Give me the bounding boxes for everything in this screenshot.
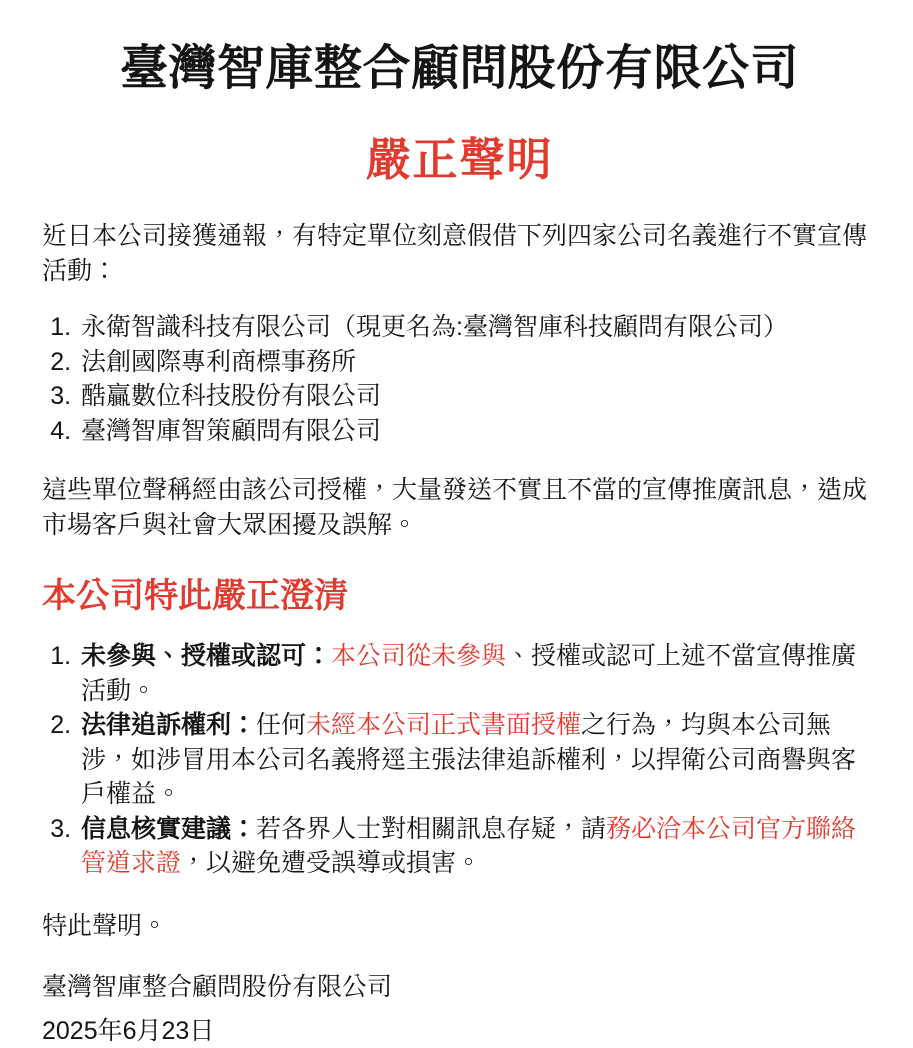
company-title: 臺灣智庫整合顧問股份有限公司	[119, 42, 799, 95]
point-rest-text: ，以避免遭受誤導或損害。	[181, 849, 482, 878]
intro-paragraph: 近日本公司接獲通報，有特定單位刻意假借下列四家公司名義進行不實宣傳活動：	[42, 222, 868, 285]
point-pre-text: 若各界人士對相關訊息存疑，請	[256, 814, 607, 843]
impersonated-company-item-2: 2. 法創國際專利商標事務所	[78, 345, 877, 380]
impersonated-company-item-4: 4. 臺灣智庫智策顧問有限公司	[78, 414, 877, 449]
signature-company: 臺灣智庫整合顧問股份有限公司	[42, 973, 393, 1002]
point-highlight-text: 務必洽本公司官方聯絡管道求證	[81, 814, 857, 878]
point-rest-text: 、授權或認可上述不當宣傳推廣活動。	[81, 642, 857, 705]
point-highlight-text: 本公司從未參與	[331, 642, 507, 671]
clarification-point-2	[78, 708, 877, 812]
point-label: 法律追訴權利：	[81, 711, 257, 740]
clarification-point-1	[78, 639, 877, 708]
impact-paragraph: 這些單位聲稱經由該公司授權，大量發送不實且不當的宣傳推廣訊息，造成市場客戶與社會大眾困擾及誤解。	[42, 476, 868, 539]
impersonated-company-item-1: 1. 永衛智識科技有限公司（現更名為:臺灣智庫科技顧問有限公司）	[78, 310, 877, 345]
impersonated-company-item-3: 3. 酷贏數位科技股份有限公司	[78, 379, 877, 414]
point-rest-text: 之行為，均與本公司無涉，如涉冒用本公司名義將逕主張法律追訴權利，以捍衛公司商譽與客戶權益。	[81, 711, 857, 809]
clarification-list	[42, 639, 877, 881]
clarification-point-3	[78, 812, 877, 881]
point-highlight-text: 未經本公司正式書面授權	[306, 711, 582, 740]
signature-date: 2025年6月23日	[42, 1016, 215, 1045]
clarification-heading: 本公司特此嚴正澄清	[42, 577, 348, 616]
statement-subtitle: 嚴正聲明	[365, 133, 554, 185]
closing-statement: 特此聲明。	[42, 911, 168, 940]
impersonated-companies-list	[42, 310, 877, 448]
point-label: 未參與、授權或認可：	[81, 642, 332, 671]
point-label: 信息核實建議：	[81, 814, 257, 843]
point-pre-text: 任何	[256, 711, 307, 740]
